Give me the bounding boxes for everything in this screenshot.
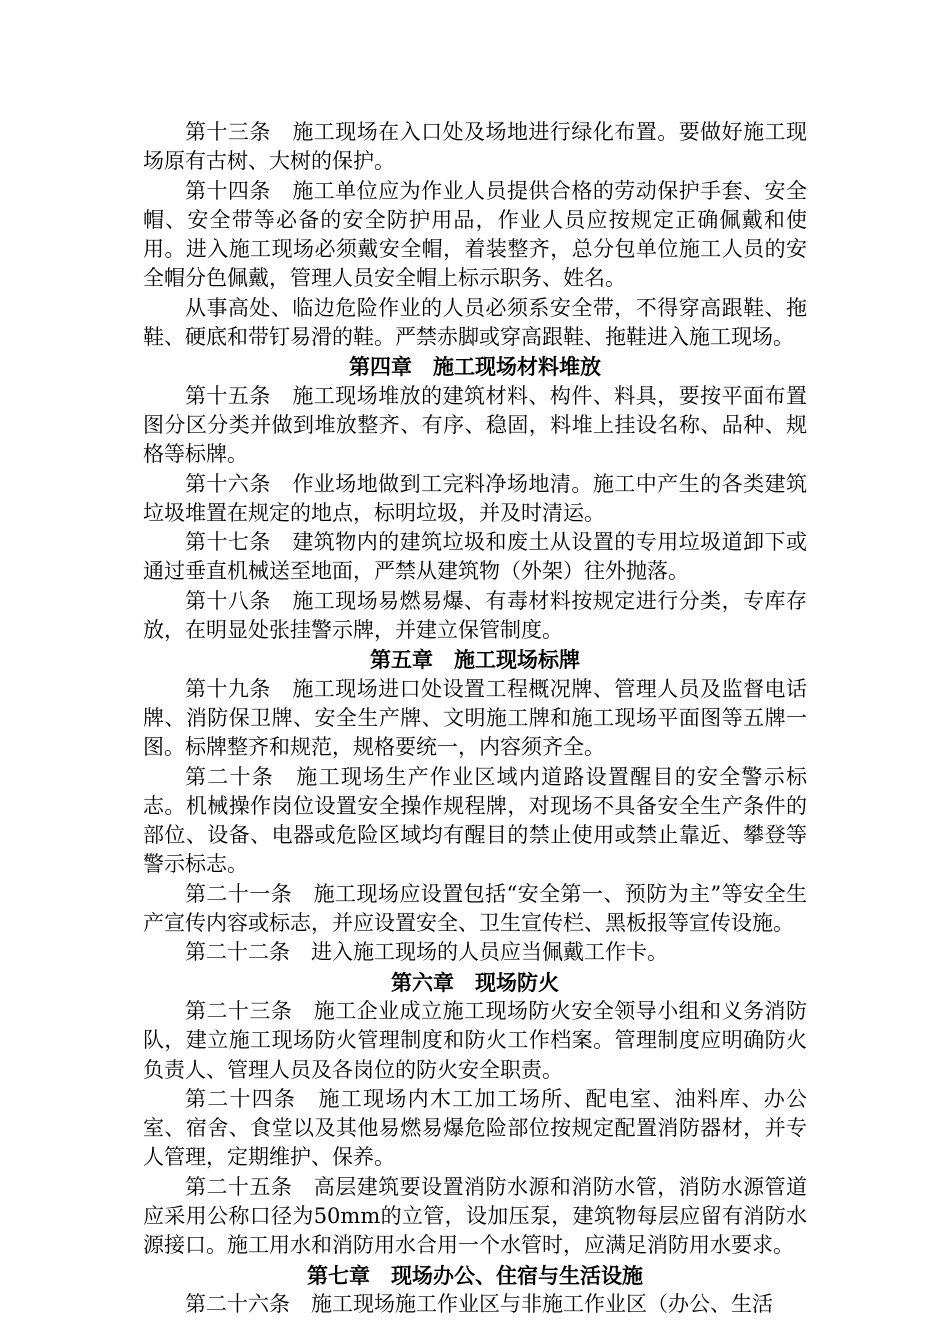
article-label: 第十五条 [185,383,271,408]
paragraph-safety-belt [143,294,807,353]
article-14 [143,177,807,294]
chapter-title: 施工现场材料堆放 [433,354,601,380]
chapter-label: 第五章 [370,647,433,673]
chapter-4-heading [143,352,807,381]
article-label: 第十六条 [185,471,271,496]
article-19 [143,675,807,763]
article-text: 施工现场易燃易爆、有毒材料按规定进行分类，专库存放，在明显处张挂警示牌，并建立保管制度。 [143,588,808,643]
chapter-title: 现场防火 [475,969,559,995]
article-text: 高层建筑要设置消防水源和消防水管，消防水源管道应采用公称口径为50mm的立管，设加压泵，建筑物每层应留有消防水源接口。施工用水和消防用水合用一个水管时，应满足消防用水要求。 [143,1174,808,1258]
article-label: 第十七条 [185,530,271,555]
article-23 [143,997,807,1085]
article-text: 施工单位应为作业人员提供合格的劳动保护手套、安全帽、安全带等必备的安全防护用品，作业人员应按规定正确佩戴和使用。进入施工现场必须戴安全帽，着装整齐，总分包单位施工人员的安全帽分色佩戴，管理人员安全帽上标示职务、姓名。 [143,178,808,291]
article-label: 第十八条 [185,588,271,613]
article-label: 第十四条 [185,178,271,203]
paragraph-text: 从事高处、临边危险作业的人员必须系安全带，不得穿高跟鞋、拖鞋、硬底和带钉易滑的鞋。严禁赤脚或穿高跟鞋、拖鞋进入施工现场。 [143,295,807,350]
article-13 [143,118,807,177]
article-label: 第二十二条 [185,940,290,965]
article-label: 第十九条 [185,676,271,701]
article-17 [143,528,807,587]
article-text: 施工企业成立施工现场防火安全领导小组和义务消防队，建立施工现场防火管理制度和防火工作档案。管理制度应明确防火负责人、管理人员及各岗位的防火安全职责。 [143,998,808,1082]
article-22 [143,938,807,967]
article-21 [143,880,807,939]
chapter-5-heading [143,645,807,674]
article-26 [143,1290,807,1319]
document-page [143,118,807,1319]
chapter-label: 第七章 [307,1262,370,1288]
article-text: 施工现场生产作业区域内道路设置醒目的安全警示标志。机械操作岗位设置安全操作规程牌，对现场不具备安全生产条件的部位、设备、电器或危险区域均有醒目的禁止使用或禁止靠近、攀登等警示标志。 [143,764,808,877]
article-text: 施工现场堆放的建筑材料、构件、料具，要按平面布置图分区分类并做到堆放整齐、有序、稳固，料堆上挂设名称、品种、规格等标牌。 [143,383,808,467]
chapter-6-heading [143,968,807,997]
article-18 [143,587,807,646]
chapter-title: 现场办公、住宿与生活设施 [391,1262,643,1288]
chapter-title: 施工现场标牌 [454,647,580,673]
article-15 [143,382,807,470]
article-text: 作业场地做到工完料净场地清。施工中产生的各类建筑垃圾堆置在规定的地点，标明垃圾，并及时清运。 [143,471,808,525]
article-label: 第二十三条 [185,998,293,1023]
article-label: 第二十条 [185,764,275,789]
article-text: 施工现场内木工加工场所、配电室、油料库、办公室、宿舍、食堂以及其他易燃易爆危险部位按规定配置消防器材，并专人管理，定期维护、保养。 [143,1086,807,1170]
article-25 [143,1173,807,1261]
article-16 [143,470,807,529]
article-label: 第二十五条 [185,1174,293,1199]
article-text: 建筑物内的建筑垃圾和废土从设置的专用垃圾道卸下或通过垂直机械送至地面，严禁从建筑物（外架）往外抛落。 [143,530,808,584]
article-text: 施工现场施工作业区与非施工作业区（办公、生活 [311,1291,773,1316]
article-text: 进入施工现场的人员应当佩戴工作卡。 [311,940,668,965]
article-label: 第二十四条 [185,1086,297,1111]
article-label: 第二十六条 [185,1291,290,1316]
article-label: 第十三条 [185,120,271,144]
article-text: 施工现场在入口处及场地进行绿化布置。要做好施工现场原有古树、大树的保护。 [143,120,808,174]
article-20 [143,763,807,880]
article-text: 施工现场进口处设置工程概况牌、管理人员及监督电话牌、消防保卫牌、安全生产牌、文明施工牌和施工现场平面图等五牌一图。标牌整齐和规范，规格要统一，内容须齐全。 [143,676,808,760]
article-text: 施工现场应设置包括“安全第一、预防为主”等安全生产宣传内容或标志，并应设置安全、卫生宣传栏、黑板报等宣传设施。 [143,881,807,936]
article-24 [143,1085,807,1173]
article-label: 第二十一条 [185,881,293,906]
chapter-7-heading [143,1261,807,1290]
chapter-label: 第四章 [349,354,412,380]
chapter-label: 第六章 [391,969,454,995]
